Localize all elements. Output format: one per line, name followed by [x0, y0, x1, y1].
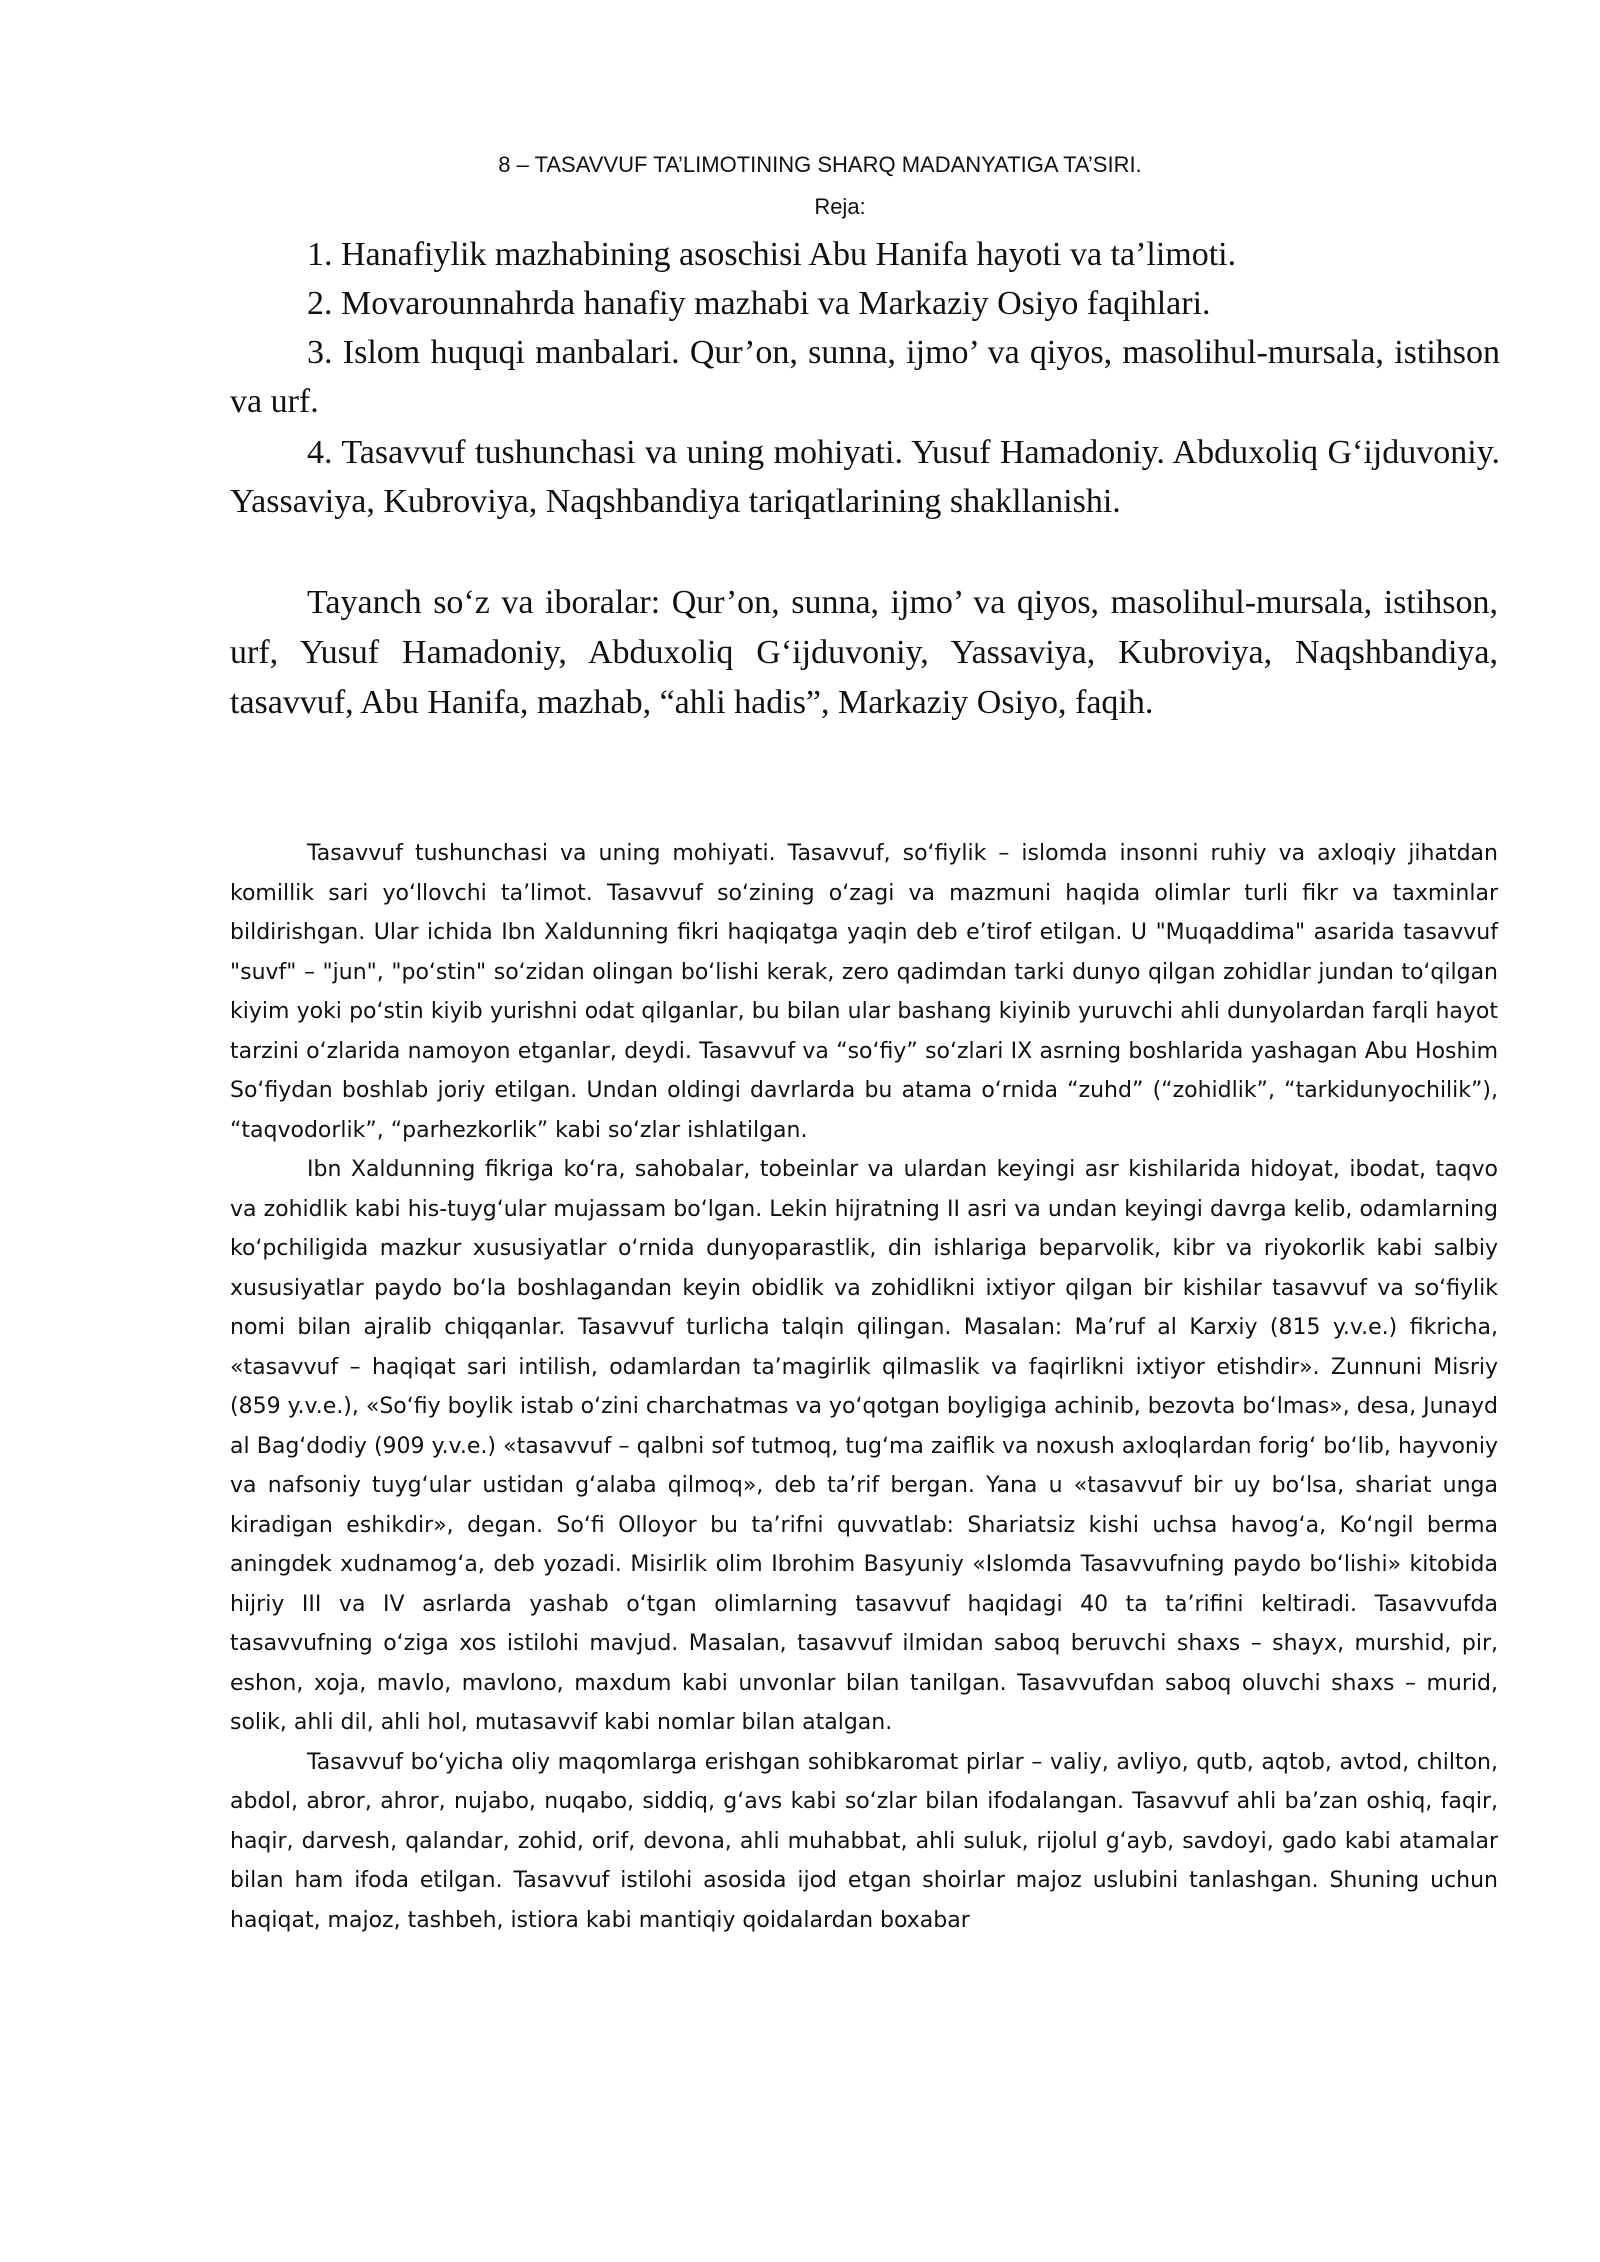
plan-heading: Reja: — [814, 194, 866, 219]
body-paragraph: Tasavvuf bo‘yicha oliy maqomlarga erishgan sohibkaromat pirlar – valiy, avliyo, qutb, aqtob, avtod, chilton, abdol, abror, ahror, nujabo, nuqabo, siddiq, g‘avs kabi so‘zlar bilan ifodalangan. Tasavvuf ahli ba’zan oshiq, faqir, haqir, darvesh, qalandar, zohid, orif, devona, ahli muhabbat, ahli suluk, rijolul g‘ayb, savdoyi, gado kabi atamalar bilan ham ifoda etilgan. Tasavvuf istilohi asosida ijod etgan shoirlar majoz uslubini tanlashgan. Shuning uchun haqiqat, majoz, tashbeh, istiora kabi mantiqiy qoidalardan boxabar — [230, 1749, 1498, 1933]
body-text — [230, 834, 1498, 1940]
document-title: 8 – TASAVVUF TA’LIMOTINING SHARQ MADANYATIGA TA’SIRI. — [498, 152, 1142, 177]
plan-item: 2. Movarounnahrda hanafiy mazhabi va Markaziy Osiyo faqihlari. — [307, 285, 1211, 322]
plan-item: 3. Islom huquqi manbalari. Qur’on, sunna, ijmo’ va qiyos, masolihul-mursala, istihson va urf. — [230, 334, 1500, 420]
plan-item: 1. Hanafiylik mazhabining asoschisi Abu Hanifa hayoti va ta’limoti. — [307, 236, 1237, 273]
plan-item: 4. Tasavvuf tushunchasi va uning mohiyati. Yusuf Hamadoniy. Abduxoliq G‘ijduvoniy. Yassaviya, Kubroviya, Naqshbandiya tariqatlarining shakllanishi. — [230, 434, 1500, 520]
keywords-paragraph: Tayanch so‘z va iboralar: Qur’on, sunna, ijmo’ va qiyos, masolihul-mursala, istihson, urf, Yusuf Hamadoniy, Abduxoliq G‘ijduvoniy, Yassaviya, Kubroviya, Naqshbandiya, tasavvuf, Abu Hanifa, mazhab, “ahli hadis”, Markaziy Osiyo, faqih. — [230, 584, 1498, 721]
body-paragraph: Ibn Xaldunning fikriga ko‘ra, sahobalar, tobeinlar va ulardan keyingi asr kishilarida hidoyat, ibodat, taqvo va zohidlik kabi his-tuyg‘ular mujassam bo‘lgan. Lekin hijratning II asri va undan keyingi davrga kelib, odamlarning ko‘pchiligida mazkur xususiyatlar o‘rnida dunyoparastlik, din ishlariga beparvolik, kibr va riyokorlik kabi salbiy xususiyatlar paydo bo‘la boshlagandan keyin obidlik va zohidlikni ixtiyor qilgan bir kishilar tasavvuf va so‘fiylik nomi bilan ajralib chiqqanlar. Tasavvuf turlicha talqin qilingan. Masalan: Ma’ruf al Karxiy (815 y.v.e.) fikricha, «tasavvuf – haqiqat sari intilish, odamlardan ta’magirlik qilmaslik va faqirlikni ixtiyor etishdir». Zunnuni Misriy (859 y.v.e.), «So‘fiy boylik istab o‘zini charchatmas va yo‘qotgan boyligiga achinib, bezovta bo‘lmas», desa, Junayd al Bag‘dodiy (909 y.v.e.) «tasavvuf – qalbni sof tutmoq, tug‘ma zaiflik va noxush axloqlardan forig‘ bo‘lib, hayvoniy va nafsoniy tuyg‘ular ustidan g‘alaba qilmoq», deb ta’rif bergan. Yana u «tasavvuf bir uy bo‘lsa, shariat unga kiradigan eshikdir», degan. So‘fi Olloyor bu ta’rifni quvvatlab: Shariatsiz kishi uchsa havog‘a, Ko‘ngil berma aningdek xudnamog‘a, deb yozadi. Misirlik olim Ibrohim Basyuniy «Islomda Tasavvufning paydo bo‘lishi» kitobida hijriy III va IV asrlarda yashab o‘tgan olimlarning tasavvuf haqidagi 40 ta ta’rifini keltiradi. Tasavvufda tasavvufning o‘ziga xos istilohi mavjud. Masalan, tasavvuf ilmidan saboq beruvchi shaxs – shayx, murshid, pir, eshon, xoja, mavlo, mavlono, maxdum kabi unvonlar bilan tanilgan. Tasavvufdan saboq oluvchi shaxs – murid, solik, ahli dil, ahli hol, mutasavvif kabi nomlar bilan atalgan. — [230, 1157, 1498, 1735]
plan-list — [230, 230, 1500, 526]
body-paragraph: Tasavvuf tushunchasi va uning mohiyati. Tasavvuf, so‘fiylik – islomda insonni ruhiy va axloqiy jihatdan komillik sari yo‘llovchi ta’limot. Tasavvuf so‘zining o‘zagi va mazmuni haqida olimlar turli fikr va taxminlar bildirishgan. Ular ichida Ibn Xaldunning fikri haqiqatga yaqin deb e’tirof etilgan. U "Muqaddima" asarida tasavvuf "suvf" – "jun", "po‘stin" so‘zidan olingan bo‘lishi kerak, zero qadimdan tarki dunyo qilgan zohidlar jundan to‘qilgan kiyim yoki po‘stin kiyib yurishni odat qilganlar, bu bilan ular bashang kiyinib yuruvchi ahli dunyolardan farqli hayot tarzini o‘zlarida namoyon etganlar, deydi. Tasavvuf va “so‘fiy” so‘zlari IX asrning boshlarida yashagan Abu Hoshim So‘fiydan boshlab joriy etilgan. Undan oldingi davrlarda bu atama o‘rnida “zuhd” (“zohidlik”, “tarkidunyochilik”), “taqvodorlik”, “parhezkorlik” kabi so‘zlar ishlatilgan. — [230, 841, 1498, 1143]
